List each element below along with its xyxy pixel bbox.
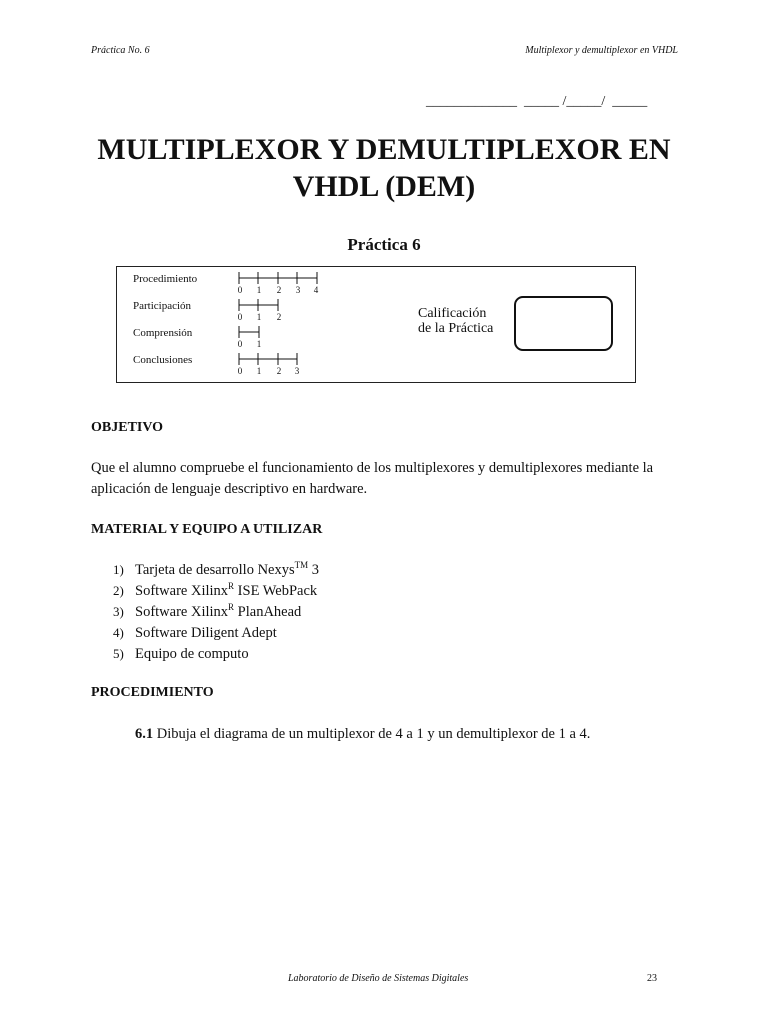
scale-procedimiento bbox=[237, 272, 320, 295]
scale-participacion bbox=[237, 299, 282, 322]
scale-conclusiones bbox=[237, 353, 301, 376]
page-title bbox=[0, 131, 768, 205]
criterion-label-procedimiento: Procedimiento bbox=[133, 273, 198, 285]
step-text: Dibuja el diagrama de un multiplexor de 4 a 1 y un demultiplexor de 1 a 4. bbox=[153, 726, 591, 742]
list-item bbox=[113, 559, 319, 580]
calificacion-label-line-1: Calificación bbox=[418, 306, 487, 321]
criterion-label-participacion: Participación bbox=[133, 300, 192, 312]
list-item-text: Software Diligent Adept bbox=[135, 625, 277, 641]
list-item bbox=[113, 643, 319, 664]
material-list bbox=[113, 559, 319, 664]
list-item-number: 4) bbox=[113, 625, 124, 640]
list-item bbox=[113, 601, 319, 622]
list-item-number: 1) bbox=[113, 562, 124, 577]
title-line-2: VHDL (DEM) bbox=[292, 170, 476, 203]
tick-label: 1 bbox=[256, 339, 262, 349]
tick-label: 1 bbox=[256, 312, 262, 322]
calificacion-label-line-2: de la Práctica bbox=[418, 321, 494, 336]
tick-label: 3 bbox=[294, 366, 300, 376]
list-item-number: 5) bbox=[113, 646, 124, 661]
header-right: Multiplexor y demultiplexor en VHDL bbox=[525, 45, 678, 56]
tick-label: 0 bbox=[237, 339, 243, 349]
footer-title: Laboratorio de Diseño de Sistemas Digitales bbox=[288, 973, 469, 984]
scale-line-comprension bbox=[238, 326, 262, 340]
list-item-suffix: PlanAhead bbox=[234, 604, 302, 620]
tick-label: 4 bbox=[313, 285, 319, 295]
grade-input-box[interactable] bbox=[514, 296, 613, 351]
list-item-superscript: R bbox=[228, 602, 235, 613]
page-subtitle: Práctica 6 bbox=[347, 235, 421, 254]
calificacion-label bbox=[418, 306, 493, 336]
list-item bbox=[113, 622, 319, 643]
list-item-number: 2) bbox=[113, 583, 124, 598]
list-item-number: 3) bbox=[113, 604, 124, 619]
tick-label: 1 bbox=[256, 366, 262, 376]
page-number: 23 bbox=[647, 973, 657, 984]
scale-comprension bbox=[237, 326, 262, 349]
list-item-suffix: 3 bbox=[308, 562, 320, 578]
tick-label: 0 bbox=[237, 285, 243, 295]
criterion-label-conclusiones: Conclusiones bbox=[133, 354, 193, 366]
list-item-text: Software Xilinx bbox=[135, 604, 229, 620]
list-item-superscript: R bbox=[228, 581, 235, 592]
date-line: _____________ _____ /_____/ _____ bbox=[426, 94, 648, 109]
list-item-superscript: TM bbox=[294, 560, 309, 571]
material-heading: MATERIAL Y EQUIPO A UTILIZAR bbox=[91, 522, 323, 537]
tick-label: 2 bbox=[276, 285, 282, 295]
scale-line-procedimiento bbox=[238, 272, 320, 286]
list-item-text: Tarjeta de desarrollo Nexys bbox=[135, 562, 295, 578]
list-item bbox=[113, 580, 319, 601]
list-item-suffix: ISE WebPack bbox=[234, 583, 318, 599]
header-left: Práctica No. 6 bbox=[91, 45, 150, 56]
tick-label: 0 bbox=[237, 312, 243, 322]
step-number: 6.1 bbox=[135, 726, 154, 742]
procedimiento-step bbox=[135, 724, 695, 745]
objetivo-text: Que el alumno compruebe el funcionamiento de los multiplexores y demultiplexores mediante la aplicación de lenguaje descriptivo en hardware. bbox=[91, 460, 654, 497]
tick-label: 1 bbox=[256, 285, 262, 295]
title-line-1: MULTIPLEXOR Y DEMULTIPLEXOR EN bbox=[97, 133, 671, 166]
scale-line-participacion bbox=[238, 299, 282, 313]
tick-label: 3 bbox=[295, 285, 301, 295]
tick-label: 2 bbox=[276, 366, 282, 376]
list-item-text: Software Xilinx bbox=[135, 583, 229, 599]
procedimiento-heading: PROCEDIMIENTO bbox=[91, 685, 214, 700]
criterion-label-comprension: Comprensión bbox=[133, 327, 193, 339]
list-item-text: Equipo de computo bbox=[135, 646, 249, 662]
objetivo-heading: OBJETIVO bbox=[91, 420, 164, 435]
tick-label: 0 bbox=[237, 366, 243, 376]
tick-label: 2 bbox=[276, 312, 282, 322]
scale-line-conclusiones bbox=[238, 353, 301, 367]
